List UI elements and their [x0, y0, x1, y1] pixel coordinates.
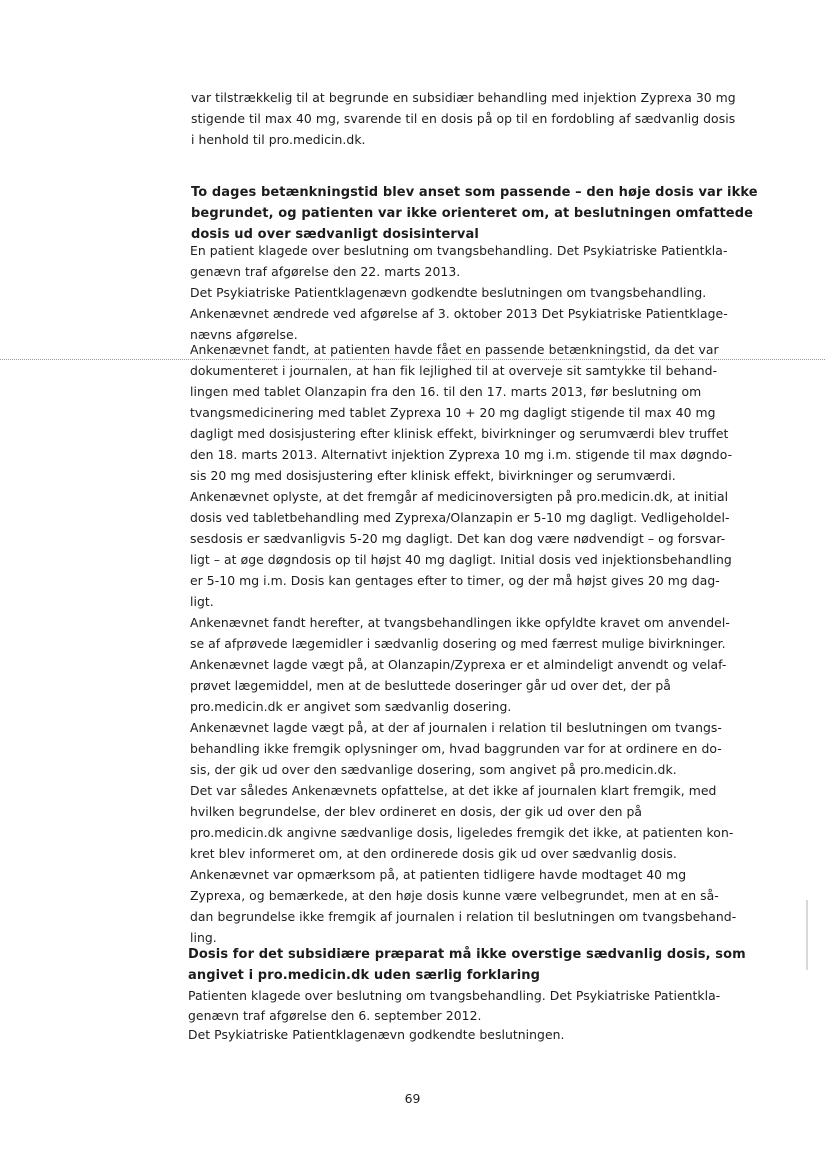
text-line: ligt – at øge døgndosis op til højst 40 mg dagligt. Initial dosis ved injektionsbehandling — [190, 552, 732, 567]
text-line: genævn traf afgørelse den 22. marts 2013. — [190, 264, 461, 279]
scan-fold-line — [0, 359, 825, 360]
text-line: den 18. marts 2013. Alternativt injektion Zyprexa 10 mg i.m. stigende til max døgndo- — [190, 447, 733, 462]
text-line: var tilstrækkelig til at begrunde en subsidiær behandling med injektion Zyprexa 30 mg — [191, 90, 736, 105]
text-line: sis 20 mg med dosisjustering efter klinisk effekt, bivirkninger og serumværdi. — [190, 468, 676, 483]
text-line: Ankenævnet lagde vægt på, at Olanzapin/Zyprexa er et almindeligt anvendt og velaf- — [190, 657, 727, 672]
text-line: Zyprexa, og bemærkede, at den høje dosis kunne være velbegrundet, men at en så- — [190, 888, 719, 903]
text-line: Patienten klagede over beslutning om tvangsbehandling. Det Psykiatriske Patientkla- — [188, 988, 721, 1003]
text-line: ligt. — [190, 594, 214, 609]
scan-edge-mark — [806, 900, 808, 970]
text-line: Ankenævnet fandt herefter, at tvangsbehandlingen ikke opfyldte kravet om anvendel- — [190, 615, 730, 630]
text-line: er 5-10 mg i.m. Dosis kan gentages efter to timer, og der må højst gives 20 mg dag- — [190, 573, 720, 588]
text-line: prøvet lægemiddel, men at de besluttede doseringer går ud over det, der på — [190, 678, 671, 693]
text-line: sis, der gik ud over den sædvanlige dosering, som angivet på pro.medicin.dk. — [190, 762, 677, 777]
heading-line: Dosis for det subsidiære præparat må ikke overstige sædvanlig dosis, som — [188, 947, 746, 962]
text-line: Det var således Ankenævnets opfattelse, at det ikke af journalen klart fremgik, med — [190, 783, 717, 798]
heading-line: To dages betænkningstid blev anset som passende – den høje dosis var ikke — [191, 185, 758, 200]
text-line: Ankenævnet lagde vægt på, at der af journalen i relation til beslutningen om tvangs- — [190, 720, 722, 735]
text-line: dan begrundelse ikke fremgik af journalen i relation til beslutningen om tvangsbehand- — [190, 909, 737, 924]
text-line: Det Psykiatriske Patientklagenævn godkendte beslutningen om tvangsbehandling. — [190, 285, 707, 300]
text-line: pro.medicin.dk er angivet som sædvanlig dosering. — [190, 699, 512, 714]
text-line: lingen med tablet Olanzapin fra den 16. til den 17. marts 2013, før beslutning om — [190, 384, 702, 399]
text-line: stigende til max 40 mg, svarende til en dosis på op til en fordobling af sædvanlig dosis — [191, 111, 736, 126]
text-line: dokumenteret i journalen, at han fik lejlighed til at overveje sit samtykke til behand- — [190, 363, 718, 378]
text-line: Ankenævnet ændrede ved afgørelse af 3. oktober 2013 Det Psykiatriske Patientklage- — [190, 306, 728, 321]
text-line: i henhold til pro.medicin.dk. — [191, 132, 366, 147]
text-line: genævn traf afgørelse den 6. september 2012. — [188, 1008, 482, 1023]
heading-line: dosis ud over sædvanligt dosisinterval — [191, 227, 479, 242]
text-line: sesdosis er sædvanligvis 5-20 mg dagligt. Det kan dog være nødvendigt – og forsvar- — [190, 531, 726, 546]
text-line: behandling ikke fremgik oplysninger om, hvad baggrunden var for at ordinere en do- — [190, 741, 722, 756]
text-line: hvilken begrundelse, der blev ordineret en dosis, der gik ud over den på — [190, 804, 643, 819]
text-line: se af afprøvede lægemidler i sædvanlig dosering og med færrest mulige bivirkninger. — [190, 636, 726, 651]
heading-line: angivet i pro.medicin.dk uden særlig forklaring — [188, 968, 541, 983]
text-line: dosis ved tabletbehandling med Zyprexa/Olanzapin er 5-10 mg dagligt. Vedligeholdel- — [190, 510, 730, 525]
page-number: 69 — [404, 1091, 421, 1106]
text-line: kret blev informeret om, at den ordinerede dosis gik ud over sædvanlig dosis. — [190, 846, 677, 861]
text-line: En patient klagede over beslutning om tvangsbehandling. Det Psykiatriske Patientkla- — [190, 243, 728, 258]
text-line: Det Psykiatriske Patientklagenævn godkendte beslutningen. — [188, 1027, 565, 1042]
text-line: ling. — [190, 930, 217, 945]
text-line: nævns afgørelse. — [190, 327, 298, 342]
text-line: tvangsmedicinering med tablet Zyprexa 10 + 20 mg dagligt stigende til max 40 mg — [190, 405, 716, 420]
text-line: Ankenævnet fandt, at patienten havde fået en passende betænkningstid, da det var — [190, 342, 719, 357]
heading-line: begrundet, og patienten var ikke orienteret om, at beslutningen omfattede — [191, 206, 754, 221]
text-line: dagligt med dosisjustering efter klinisk effekt, bivirkninger og serumværdi blev truffet — [190, 426, 729, 441]
text-line: pro.medicin.dk angivne sædvanlige dosis, ligeledes fremgik det ikke, at patienten kon- — [190, 825, 734, 840]
text-line: Ankenævnet var opmærksom på, at patienten tidligere havde modtaget 40 mg — [190, 867, 687, 882]
text-line: Ankenævnet oplyste, at det fremgår af medicinoversigten på pro.medicin.dk, at initial — [190, 489, 729, 504]
